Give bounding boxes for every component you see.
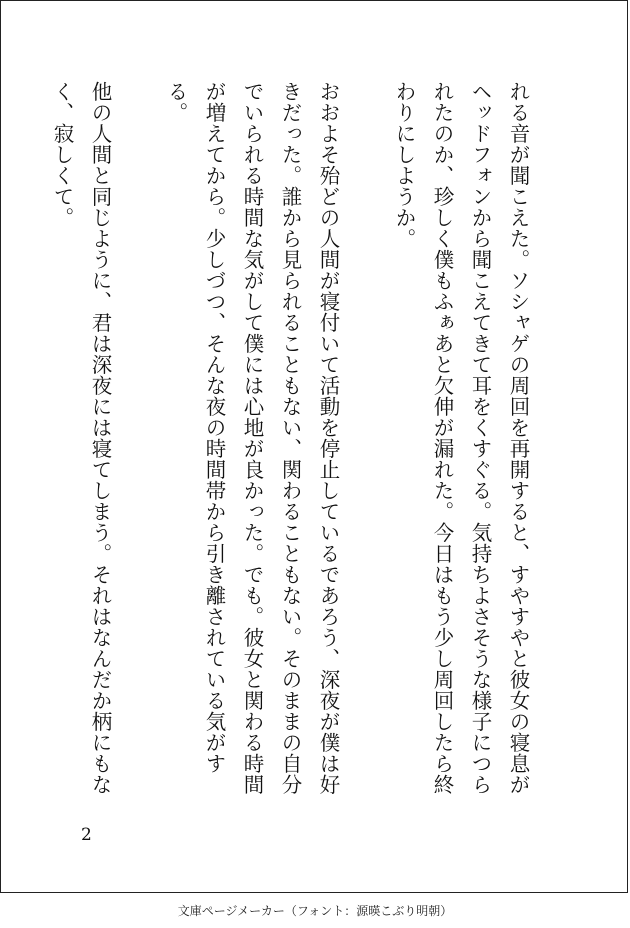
vertical-text-body [50,81,537,801]
paragraph: れる音が聞こえた。ソシャゲの周回を再開すると、すやすやと彼女の寝息がヘッドフォンから聞こえてきて耳をくすぐる。気持ちよさそうな様子につられたのか、珍しく僕もふぁあと欠伸が漏れた。今日はもう少し周回したら終わりにしようか。 [392,81,530,795]
footer-credit: 文庫ページメーカー（フォント：源暎こぶり明朝） [177,904,453,918]
paragraph: おおよそ殆どの人間が寝付いて活動を停止しているであろう、深夜が僕は好きだった。誰から見られることもない、関わることもない。そのままの自分でいられる時間な気がして僕には心地が良かった。でも。彼女と関わる時間が増えてから。少しづつ、そんな夜の時間帯から引き離されている気がする。 [164,81,340,795]
paragraph [0,81,5,801]
paragraph: 他の人間と同じように、君は深夜には寝てしまう。それはなんだか柄にもなく、寂しくて。 [50,81,112,795]
page-number: 2 [81,825,92,845]
